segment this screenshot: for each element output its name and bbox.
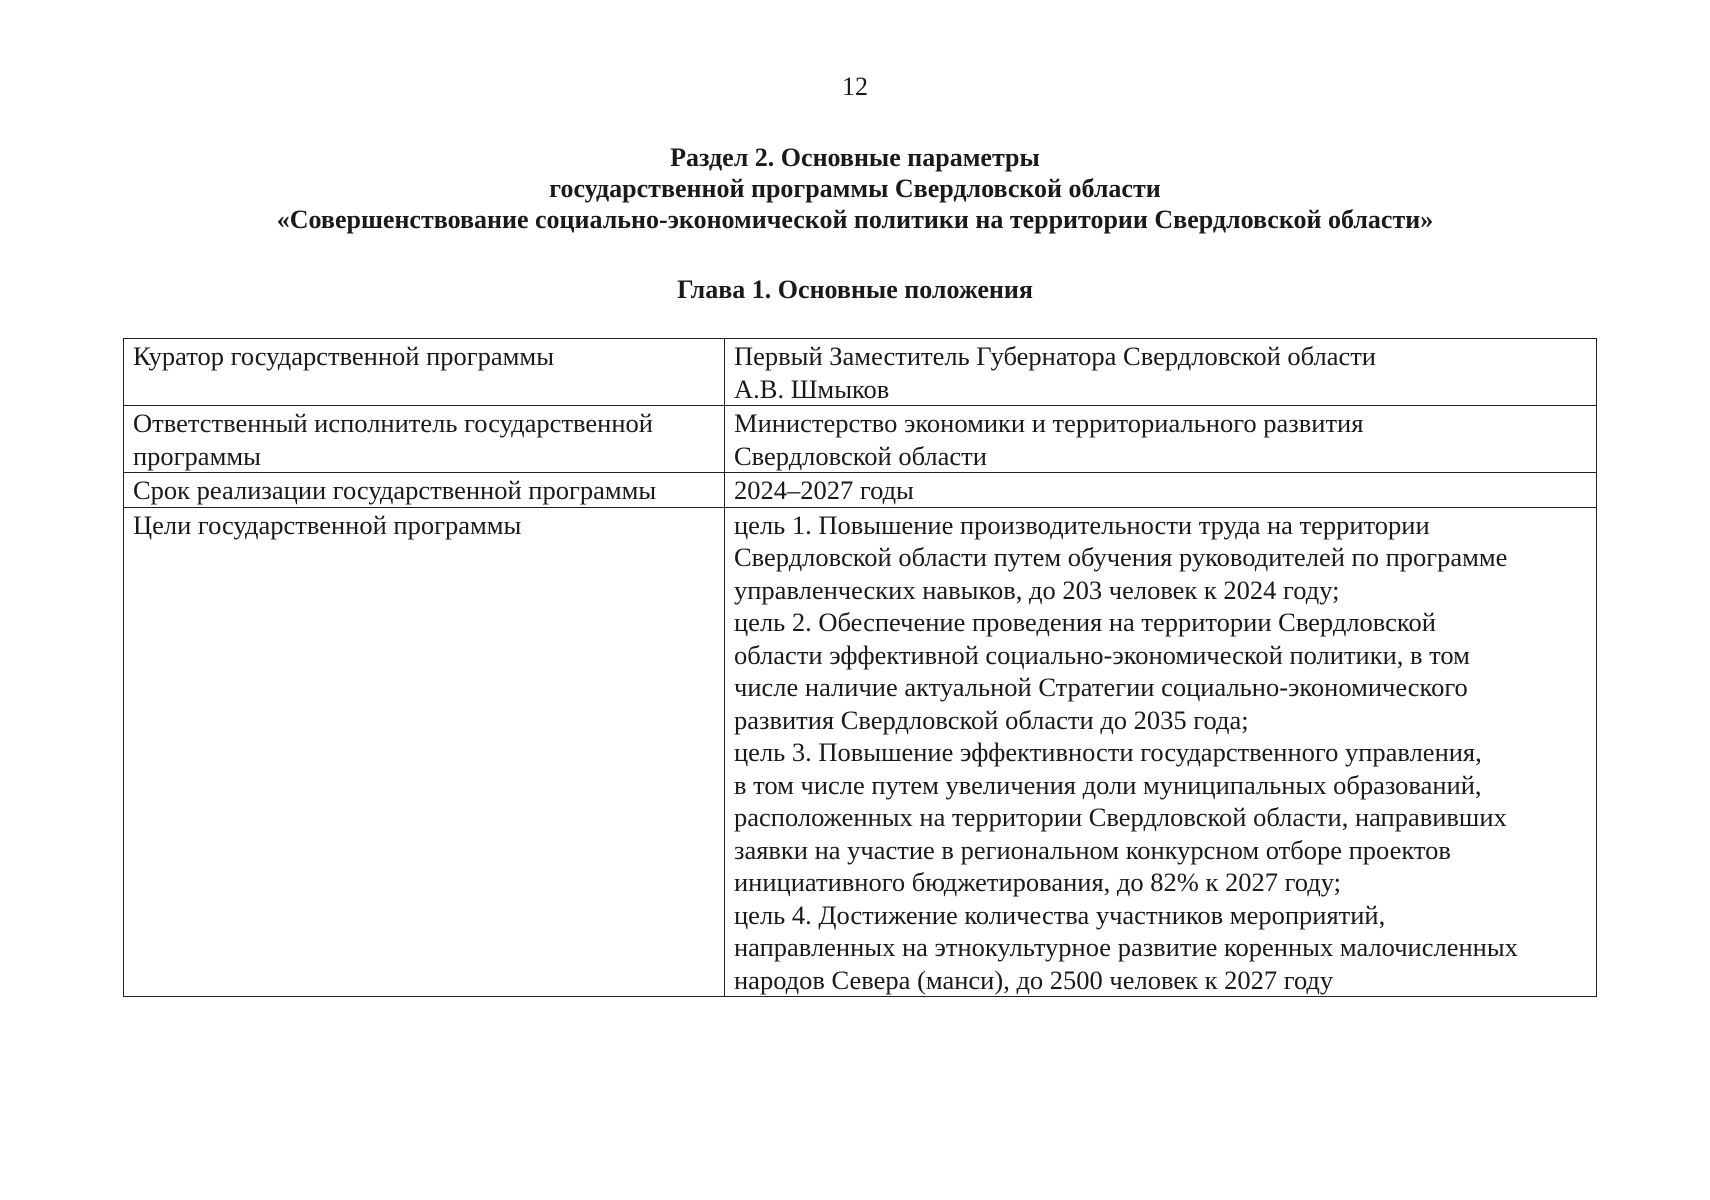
cell-line: А.В. Шмыков [734, 373, 890, 404]
cell-line: Цели государственной программы [133, 509, 522, 540]
cell-line: программы [133, 440, 261, 471]
parameters-table [123, 338, 1597, 997]
cell-line: Первый Заместитель Губернатора Свердловской области [734, 341, 1376, 371]
cell-line: заявки на участие в региональном конкурсном отборе проектов [734, 834, 1451, 865]
cell-line: Министерство экономики и территориального развития [734, 408, 1364, 438]
chapter-title: Глава 1. Основные положения [677, 275, 1033, 304]
cell-line: Свердловской области путем обучения руководителей по программе [734, 542, 1508, 572]
cell-line: Свердловской области [734, 440, 987, 471]
cell-line: цель 1. Повышение производительности труда на территории [734, 509, 1430, 540]
table-row [124, 507, 1597, 997]
section-title-line: «Совершенствование социально-экономической политики на территории Свердловской области» [276, 205, 1434, 234]
row-value-executor [725, 406, 1597, 473]
section-title-line: государственной программы Свердловской области [549, 174, 1161, 203]
cell-line: народов Севера (манси), до 2500 человек к 2027 году [734, 964, 1334, 995]
cell-line: расположенных на территории Свердловской области, направивших [734, 802, 1507, 832]
table-row [124, 406, 1597, 473]
cell-line: инициативного бюджетирования, до 82% к 2027 году; [734, 867, 1342, 897]
row-label-curator [124, 339, 725, 406]
section-title-line: Раздел 2. Основные параметры [670, 143, 1040, 172]
cell-line: развития Свердловской области до 2035 года; [734, 704, 1249, 735]
row-label-goals [124, 507, 725, 997]
table-row [124, 339, 1597, 406]
page-number: 12 [842, 72, 868, 101]
cell-line: цель 4. Достижение количества участников мероприятий, [734, 899, 1386, 930]
cell-line: 2024–2027 годы [734, 475, 914, 505]
cell-line: управленческих навыков, до 203 человек к 2024 году; [734, 574, 1340, 605]
cell-line: числе наличие актуальной Стратегии социально-экономического [734, 672, 1468, 702]
section-title [0, 142, 1710, 235]
row-label-executor [124, 406, 725, 473]
cell-line: цель 2. Обеспечение проведения на территории Свердловской [734, 607, 1436, 637]
cell-line: Куратор государственной программы [133, 341, 555, 371]
cell-line: Ответственный исполнитель государственной [133, 408, 653, 438]
row-value-goals [725, 507, 1597, 997]
cell-line: направленных на этнокультурное развитие коренных малочисленных [734, 932, 1518, 962]
cell-line: цель 3. Повышение эффективности государственного управления, [734, 737, 1482, 767]
row-label-term [124, 473, 725, 508]
cell-line: области эффективной социально-экономической политики, в том [734, 639, 1470, 670]
cell-line: в том числе путем увеличения доли муниципальных образований, [734, 769, 1482, 800]
cell-line: Срок реализации государственной программы [133, 475, 657, 505]
row-value-term [725, 473, 1597, 508]
row-value-curator [725, 339, 1597, 406]
table-row [124, 473, 1597, 508]
